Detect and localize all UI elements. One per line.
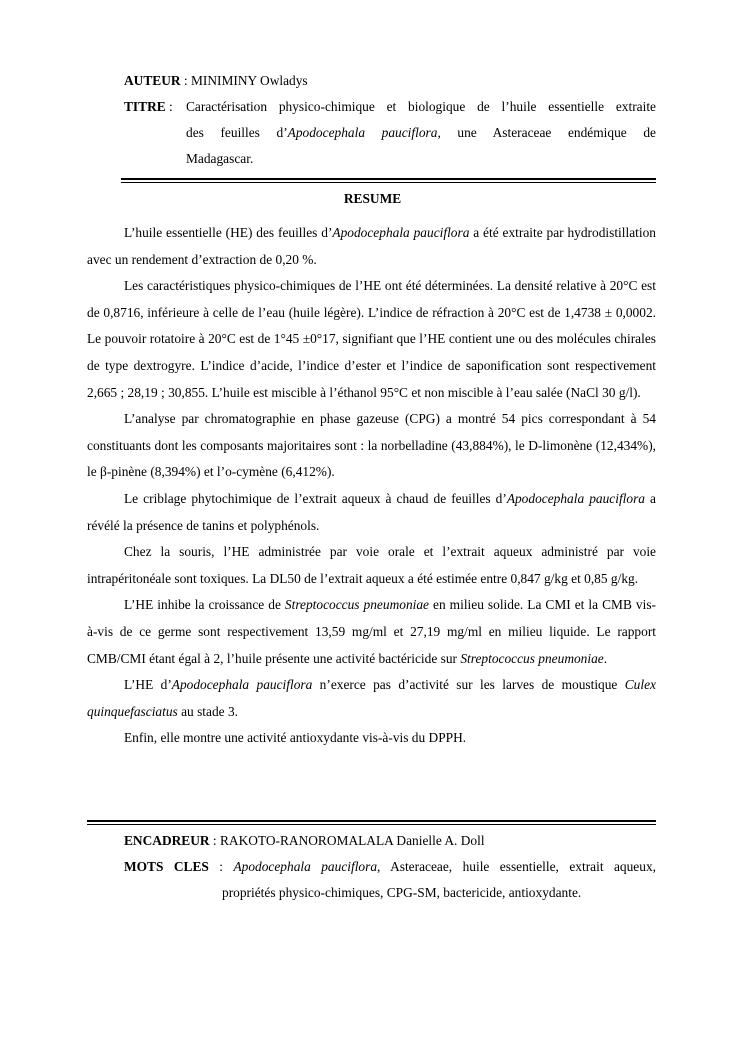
resume-body [87, 220, 656, 752]
resume-paragraph-2: Les caractéristiques physico-chimiques de l’HE ont été déterminées. La densité relative à 20°C est de 0,8716, inférieure à celle de l’eau (huile légère). L’indice de réfraction à 20°C est de 1,4738 ± 0,0002. Le pouvoir rotatoire à 20°C est de 1°45 ±0°17, signifiant que l’HE contient une ou des molécules chirales de type dextrogyre. L’indice d’acide, l’indice d’ester et l’indice de saponification sont respectivement 2,665 ; 28,19 ; 30,855. L’huile est miscible à l’éthanol 95°C et non miscible à l’eau salée (NaCl 30 g/l). [87, 278, 656, 400]
title-label-line [124, 94, 173, 120]
title-label: TITRE [124, 99, 166, 114]
keywords-line-2: propriétés physico-chimiques, CPG-SM, bactericide, antioxydante. [222, 885, 582, 900]
footer-rule [87, 820, 656, 825]
title-species: Apodocephala pauciflora [287, 125, 438, 140]
author-line [124, 68, 308, 94]
resume-paragraph-8: Enfin, elle montre une activité antioxydante vis-à-vis du DPPH. [124, 730, 467, 746]
resume-paragraph-5: Chez la souris, l’HE administrée par voie orale et l’extrait aqueux administré par voie intrapéritonéale sont toxiques. La DL50 de l’extrait aqueux a été estimée entre 0,847 g/kg et 0,85 g/kg. [87, 544, 656, 586]
supervisor-value: RAKOTO-RANOROMALALA Danielle A. Doll [219, 833, 485, 848]
resume-paragraph-4: Le criblage phytochimique de l’extrait aqueux à chaud de feuilles d’Apodocephala pauciflora a révélé la présence de tanins et polyphénols. [87, 490, 656, 533]
author-value: MINIMINY Owladys [190, 73, 308, 88]
supervisor-label: ENCADREUR [124, 833, 210, 848]
author-label: AUTEUR [124, 73, 181, 88]
title-line-1: Caractérisation physico-chimique et biologique de l’huile essentielle extraite [186, 99, 656, 114]
resume-paragraph-1: L’huile essentielle (HE) des feuilles d’Apodocephala pauciflora a été extraite par hydrodistillation avec un rendement d’extraction de 0,20 %. [87, 225, 656, 267]
keywords-label: MOTS CLES [124, 859, 209, 874]
supervisor-line: ENCADREUR : RAKOTO-RANOROMALALA Danielle A. Doll [124, 833, 485, 848]
header-rule [121, 178, 656, 183]
keywords-line-1: MOTS CLES : Apodocephala pauciflora, Asteraceae, huile essentielle, extrait aqueux, [124, 859, 656, 874]
title-line-3: Madagascar. [186, 151, 254, 166]
title-sep: : [165, 99, 173, 114]
resume-heading: RESUME [343, 191, 402, 206]
resume-paragraph-6: L’HE inhibe la croissance de Streptococcus pneumoniae en milieu solide. La CMI et la CMB vis-à-vis de ce germe sont respectivement 13,59 mg/ml et 27,19 mg/ml en milieu liquide. Le rapport CMB/CMI étant égal à 2, l’huile présente une activité bactéricide sur Streptococcus pneumoniae. [87, 597, 656, 666]
author-sep: : [180, 73, 191, 88]
resume-paragraph-3: L’analyse par chromatographie en phase gazeuse (CPG) a montré 54 pics correspondant à 54 constituants dont les composants majoritaires sont : la norbelladine (43,884%), le D-limonène (12,434%), le β-pinène (8,394%) et l’o-cymène (6,412%). [87, 411, 656, 480]
resume-paragraph-7: L’HE d’Apodocephala pauciflora n’exerce pas d’activité sur les larves de moustique Culex quinquefasciatus au stade 3. [87, 677, 656, 719]
title-line-2: des feuilles d’Apodocephala pauciflora, une Asteraceae endémique de [186, 125, 656, 140]
